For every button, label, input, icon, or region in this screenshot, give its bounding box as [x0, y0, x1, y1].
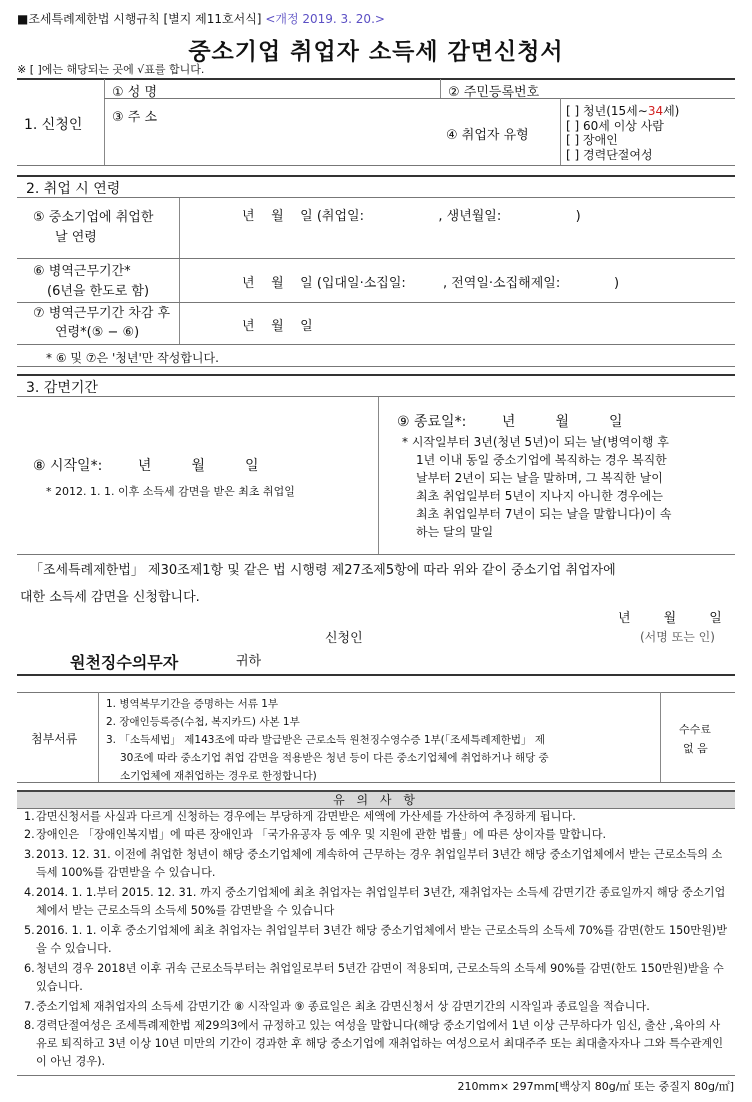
check-instruction: ※ [ ]에는 해당되는 곳에 √표를 합니다.: [17, 63, 205, 76]
divider: [378, 397, 379, 554]
attachment-item: 2. 장애인등록증(수첩, 복지카드) 사본 1부: [106, 716, 300, 728]
attachments-label: 첨부서류: [31, 732, 78, 746]
notice-item: 6. 청년의 경우 2018년 이후 귀속 근로소득부터는 취업일로부터 5년간 감면이 적용되며, 근로소득의 소득세 90%를 감면(한도 150만원)받을 수 있습니다.: [24, 962, 724, 993]
attachment-item: 3. 「소득세법」 제143조에 따라 발급받은 근로소득 원천징수영수증 1부(「조세특례제한법」 제: [106, 734, 546, 746]
divider: [17, 165, 735, 166]
notice-item: 8. 경력단절여성은 조세특례제한법 제29의3에서 규정하고 있는 여성을 말합니다(해당 중소기업에서 1년 이상 근무하다가 임신, 출산 ,육아의 사유로 퇴직하고 3년 이상 10년 미만의 기간이 경과한 후 해당 중소기업에 재취업하는 여성으로서 최대주주 또는 최대출자자나 그와 특수관계인이 아닌 경우).: [24, 1019, 724, 1068]
employment-age-label: ⑤ 중소기업에 취업한 날 연령: [33, 210, 154, 245]
divider: [17, 396, 735, 397]
checkbox[interactable]: [ ]: [566, 104, 580, 118]
address-label: ③ 주 소: [112, 110, 158, 125]
signature-field[interactable]: (서명 또는 인): [640, 630, 715, 644]
divider: [17, 175, 735, 177]
notice-item: 4. 2014. 1. 1.부터 2015. 12. 31. 까지 중소기업체에 최초 취업자는 취업일부터 3년간, 재취업자는 소득세 감면기간 종료일까지 해당 중소기업체에서 받는 근로소득의 소득세 50%를 감면받을 수 있습니다: [24, 886, 726, 917]
rrn-label: ② 주민등록번호: [448, 85, 540, 100]
form-title: 중소기업 취업자 소득세 감면신청서: [188, 39, 564, 65]
form-header: [17, 10, 385, 27]
type-option-youth[interactable]: [ ] 청년(15세∼34세): [566, 104, 680, 118]
divider: [17, 197, 735, 198]
military-period-field[interactable]: 년 월 일 (입대일·소집일: , 전역일·소집해제일: ): [242, 276, 620, 291]
notice-item: 2. 장애인은 「장애인복지법」에 따른 장애인과 「국가유공자 등 예우 및 지원에 관한 법률」에 따른 상이자를 말합니다.: [24, 828, 607, 841]
divider: [17, 366, 735, 367]
type-option-disabled[interactable]: [ ] 장애인: [566, 133, 618, 147]
checkbox[interactable]: [ ]: [566, 133, 580, 147]
age-footnote: * ⑥ 및 ⑦은 '청년'만 작성합니다.: [46, 351, 219, 365]
age-section-label: 2. 취업 시 연령: [26, 181, 121, 197]
notice-item: 5. 2016. 1. 1. 이후 중소기업체에 최초 취업자는 취업일부터 3년간 해당 중소기업체에서 받는 근로소득의 소득세 70%를 감면(한도 150만원)받을 수 있습니다.: [24, 924, 728, 955]
name-label: ① 성 명: [112, 85, 158, 100]
military-period-label: ⑥ 병역근무기간* (6년을 한도로 함): [33, 264, 150, 299]
fee-value: 없 음: [683, 742, 708, 755]
checkbox[interactable]: [ ]: [566, 147, 580, 162]
divider: [560, 98, 561, 165]
start-date-field[interactable]: ⑧ 시작일*: 년 월 일: [33, 458, 259, 474]
law-reference: ■조세특례제한법 시행규칙 [별지 제11호서식]: [17, 12, 262, 26]
notice-title: 유 의 사 항: [17, 790, 735, 809]
divider: [17, 258, 735, 259]
type-option-senior[interactable]: [ ] 60세 이상 사람: [566, 118, 664, 133]
attachments-list: 1. 병역복무기간을 증명하는 서류 1부 2. 장애인등록증(수첩, 복지카드) 사본 1부 3. 「소득세법」 제143조에 따라 발급받은 근로소득 원천징수영수증 1부(「조세특례제한법」 제 30조에 따라 중소기업 취업 감면을 적용받은 청년 등이 다른 중소기업체에 취업하거나 해당 중 소기업체에 재취업하는 경우로 한정합니다): [106, 695, 549, 785]
applicant-section-label: 1. 신청인: [24, 117, 83, 133]
divider: [17, 1075, 735, 1076]
checkbox[interactable]: [ ]: [566, 118, 580, 133]
declaration-line-2: 대한 소득세 감면을 신청합니다.: [20, 590, 200, 605]
applicant-label: 신청인: [325, 631, 363, 646]
paper-spec: 210mm× 297mm[백상지 80g/㎡ 또는 중질지 80g/㎡]: [457, 1080, 734, 1093]
divider: [17, 302, 735, 303]
divider: [98, 692, 99, 782]
notice-item: 1. 감면신청서를 사실과 다르게 신청하는 경우에는 부당하게 감면받은 세액에 가산세를 가산하여 추징하게 됩니다.: [24, 810, 576, 823]
divider: [17, 78, 735, 80]
recipient-label: 원천징수의무자: [70, 653, 179, 672]
notice-item: 3. 2013. 12. 31. 이전에 취업한 청년이 해당 중소기업체에 계속하여 근무하는 경우 취업일부터 3년간 해당 중소기업체에서 받는 근로소득의 소득세 100%를 감면받을 수 있습니다.: [24, 848, 723, 879]
employee-type-label: ④ 취업자 유형: [446, 128, 529, 143]
declaration-line-1: 「조세특례제한법」 제30조제1항 및 같은 법 시행령 제27조제5항에 따라 위와 같이 중소기업 취업자에: [30, 563, 616, 578]
adjusted-age-label: ⑦ 병역근무기간 차감 후 연령*(⑤ − ⑥): [33, 306, 171, 340]
divider: [17, 692, 735, 693]
notice-item: 7. 중소기업체 재취업자의 소득세 감면기간 ⑧ 시작일과 ⑨ 종료일은 최초 감면신청서 상 감면기간의 시작일과 종료일을 적습니다.: [24, 1000, 650, 1013]
attachment-item: 1. 병역복무기간을 증명하는 서류 1부: [106, 698, 279, 710]
divider: [17, 554, 735, 555]
fee-label: 수수료: [679, 723, 711, 736]
divider: [17, 374, 735, 376]
employment-age-field[interactable]: 년 월 일 (취업일: , 생년월일: ): [242, 209, 581, 224]
period-section-label: 3. 감면기간: [26, 380, 98, 396]
employee-type-options: [566, 104, 679, 162]
divider: [17, 344, 735, 345]
end-date-note: * 시작일부터 3년(청년 5년)이 되는 날(병역이행 후 1년 이내 동일 중소기업에 복직하는 경우 복직한 날부터 2년이 되는 날을 말하며, 그 복직한 날이 최초 취업일부터 5년이 지나지 아니한 경우에는 최초 취업일부터 7년이 되는 날을 말합니다)이 속 하는 달의 말일: [402, 435, 672, 539]
application-date-field[interactable]: 년 월 일: [618, 611, 722, 626]
revision-date: <개정 2019. 3. 20.>: [265, 12, 385, 26]
divider: [179, 198, 180, 344]
end-date-field[interactable]: ⑨ 종료일*: 년 월 일: [397, 414, 623, 430]
divider: [104, 79, 105, 165]
divider: [660, 692, 661, 782]
divider: [104, 98, 735, 99]
type-option-career-break-woman[interactable]: [ ] 경력단절여성: [566, 147, 653, 162]
honorific: 귀하: [236, 654, 262, 669]
divider: [17, 674, 735, 676]
start-date-note: * 2012. 1. 1. 이후 소득세 감면을 받은 최초 취업일: [46, 485, 295, 498]
divider: [440, 79, 441, 98]
adjusted-age-field[interactable]: 년 월 일: [242, 319, 313, 334]
